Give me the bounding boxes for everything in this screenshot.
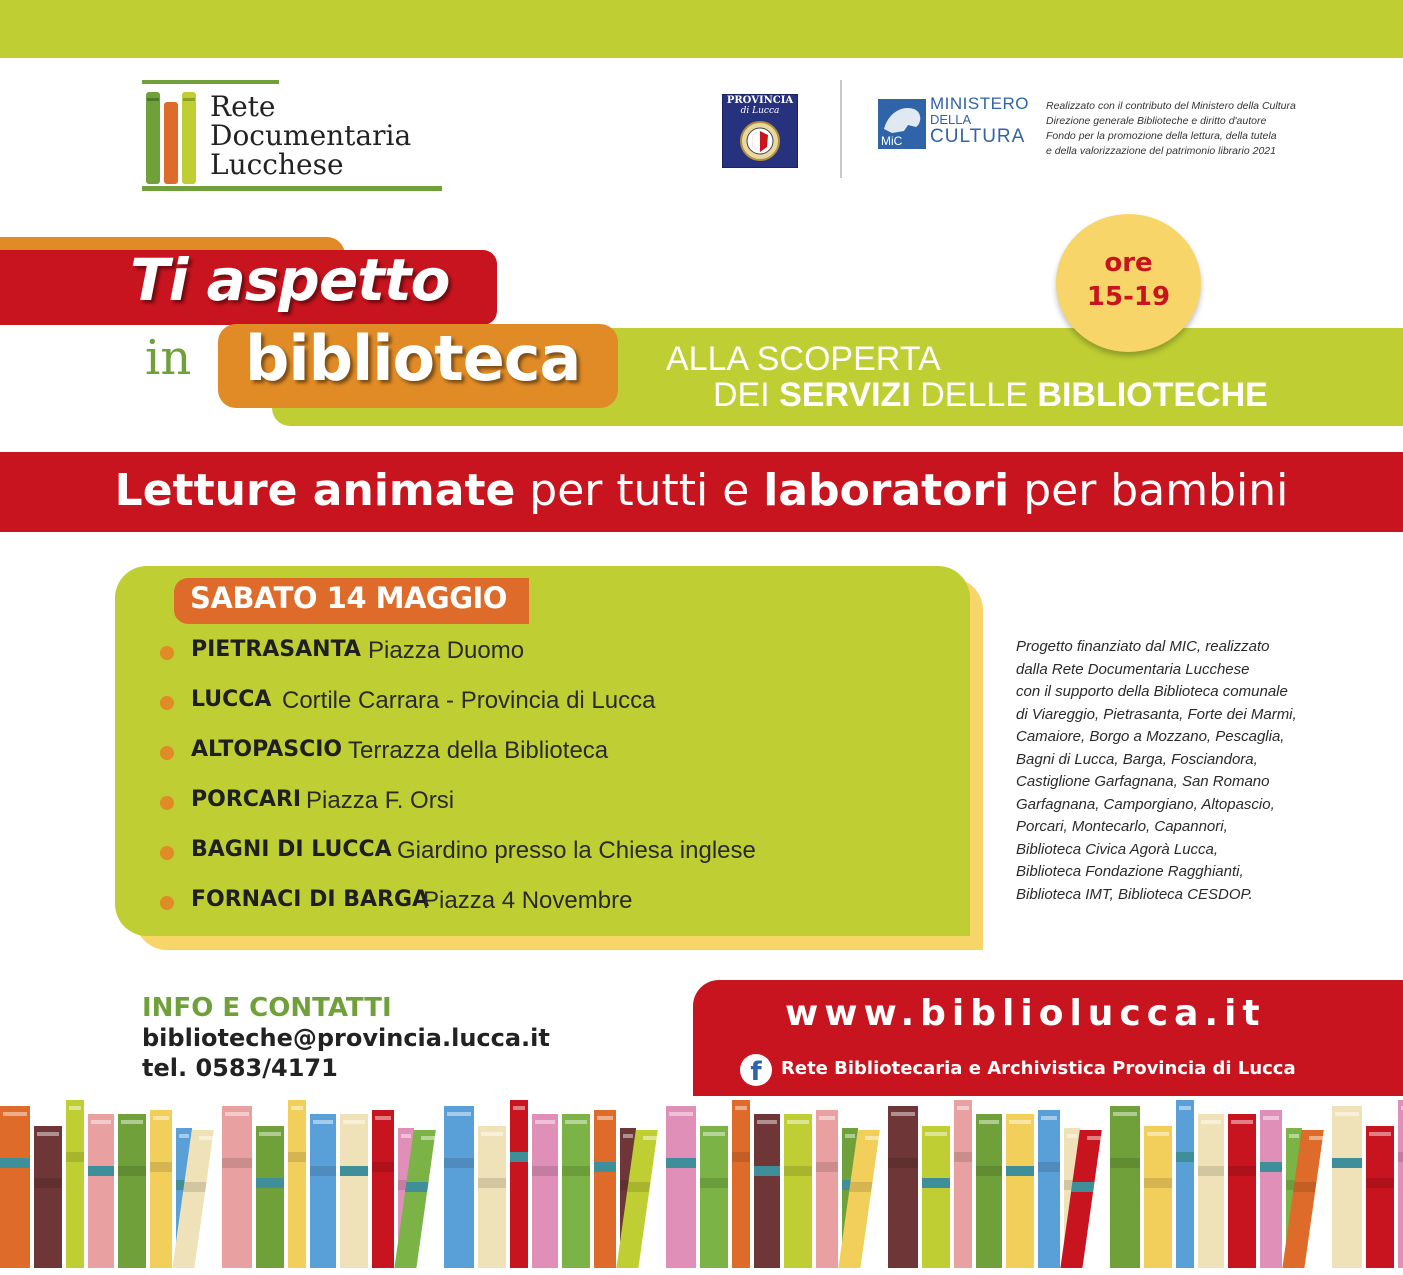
funding-note <box>1046 99 1346 159</box>
book-band <box>594 1162 616 1172</box>
book-band <box>1260 1162 1282 1172</box>
book-spine <box>1006 1114 1034 1275</box>
book-band <box>532 1166 558 1176</box>
location-city: PIETRASANTA <box>191 637 361 662</box>
book-cap <box>597 1116 613 1120</box>
book-band <box>510 1152 528 1162</box>
book-cap <box>1309 1136 1325 1140</box>
location-place: Piazza 4 Novembre <box>423 887 633 914</box>
funding-note-line: Realizzato con il contributo del Ministero della Cultura <box>1046 100 1296 112</box>
subtitle-part-bold: BIBLIOTECHE <box>1037 376 1268 414</box>
event-date: SABATO 14 MAGGIO <box>190 581 507 615</box>
book-band <box>310 1166 336 1176</box>
book-band <box>34 1178 62 1188</box>
logo-line: Lucchese <box>210 148 344 181</box>
book-spine <box>1144 1126 1172 1275</box>
location-place: Piazza Duomo <box>368 637 525 664</box>
book-cap <box>447 1112 471 1116</box>
hours-label: ore <box>1104 248 1153 278</box>
book-spine <box>256 1126 284 1275</box>
book-cap <box>259 1132 281 1136</box>
book-band <box>922 1178 950 1188</box>
project-note-line: Camaiore, Borgo a Mozzano, Pescaglia, <box>1016 728 1285 745</box>
bullet-icon <box>160 796 174 810</box>
book-spine <box>816 1110 838 1275</box>
book-band <box>816 1162 838 1172</box>
book-cap <box>845 1134 855 1138</box>
location-place: Cortile Carrara - Provincia di Lucca <box>282 687 656 714</box>
book-spine <box>288 1100 306 1275</box>
project-note-line: Biblioteca IMT, Biblioteca CESDOP. <box>1016 885 1253 903</box>
book-cap <box>1263 1116 1279 1120</box>
book-spine <box>478 1126 506 1275</box>
book-band <box>183 1182 206 1192</box>
book-spine <box>1228 1114 1256 1275</box>
book-spine <box>954 1100 972 1275</box>
facebook-icon[interactable]: f <box>740 1054 772 1086</box>
book-spine <box>754 1114 780 1275</box>
provincia-title: PROVINCIA <box>726 95 794 106</box>
logo-line: Rete <box>210 90 276 123</box>
book-cap <box>643 1136 659 1140</box>
book-band <box>1038 1162 1060 1172</box>
book-band <box>700 1178 728 1188</box>
book-band <box>444 1158 474 1168</box>
logo-line: Documentaria <box>210 119 412 152</box>
book-band <box>849 1182 872 1192</box>
bullet-icon <box>160 696 174 710</box>
book-spine <box>666 1106 696 1275</box>
book-band <box>562 1166 590 1176</box>
book-cap <box>401 1134 411 1138</box>
book-spine <box>562 1114 590 1275</box>
book-cap <box>1067 1134 1077 1138</box>
mic-logo-icon <box>878 99 926 149</box>
location-place: Giardino presso la Chiesa inglese <box>397 837 756 864</box>
location-place: Terrazza della Biblioteca <box>348 737 609 764</box>
book-cap <box>925 1132 947 1136</box>
book-band <box>256 1178 284 1188</box>
book-band <box>150 1162 172 1172</box>
book-band <box>784 1166 812 1176</box>
book-cap <box>891 1112 915 1116</box>
subtitle-line-2 <box>713 376 1268 415</box>
book-spine <box>1260 1110 1282 1275</box>
ministero-line: MINISTERO <box>930 94 1029 113</box>
activities-part: per tutti e <box>515 465 764 516</box>
book-cap <box>3 1112 27 1116</box>
book-cap <box>957 1106 969 1110</box>
shelf-base <box>0 1268 1403 1275</box>
book-band <box>1144 1178 1172 1188</box>
project-note <box>1016 636 1336 906</box>
book-band <box>405 1182 428 1192</box>
book-spine <box>34 1126 62 1275</box>
subtitle-part: DELLE <box>910 376 1038 414</box>
hours-value: 15-19 <box>1086 282 1171 312</box>
book-band <box>88 1166 114 1176</box>
project-note-line: con il supporto della Biblioteca comunale <box>1016 683 1288 700</box>
book-cap <box>513 1106 525 1110</box>
subtitle-part-bold: SERVIZI <box>779 376 911 414</box>
book-cap <box>787 1120 809 1124</box>
book-spine <box>444 1106 474 1275</box>
book-spine <box>784 1114 812 1275</box>
book-band <box>1198 1166 1224 1176</box>
book-cap <box>1147 1132 1169 1136</box>
book-band <box>0 1158 30 1168</box>
book-band <box>1293 1182 1316 1192</box>
book-cap <box>1201 1120 1221 1124</box>
location-city: BAGNI DI LUCCA <box>191 837 392 862</box>
book-band <box>288 1152 306 1162</box>
book-band <box>888 1158 918 1168</box>
book-band <box>340 1166 368 1176</box>
book-cap <box>481 1132 503 1136</box>
logo-divider <box>840 80 842 178</box>
book-spine <box>532 1114 558 1275</box>
book-spine <box>976 1114 1002 1275</box>
book-cap <box>735 1106 747 1110</box>
title-in: in <box>145 330 192 386</box>
bullet-icon <box>160 896 174 910</box>
network-logo-text <box>210 92 411 179</box>
book-cap <box>819 1116 835 1120</box>
subtitle-part: DEI <box>713 376 780 414</box>
book-spine <box>888 1106 918 1275</box>
project-note-line: Progetto finanziato dal MIC, realizzato <box>1016 638 1270 655</box>
book-band <box>976 1166 1002 1176</box>
facebook-page-link[interactable]: Rete Bibliotecaria e Archivistica Provincia di Lucca <box>781 1058 1296 1079</box>
location-city: FORNACI DI BARGA <box>191 887 430 912</box>
crest-icon <box>740 119 780 163</box>
top-bar <box>0 0 1403 58</box>
book-cap <box>421 1136 437 1140</box>
project-note-line: Biblioteca Civica Agorà Lucca, <box>1016 840 1219 858</box>
book-spine <box>222 1106 252 1275</box>
book-spine <box>150 1110 172 1275</box>
contact-phone[interactable]: tel. 0583/4171 <box>142 1054 338 1082</box>
book-cap <box>757 1120 777 1124</box>
title-line-1: Ti aspetto <box>130 246 450 314</box>
location-city: PORCARI <box>191 787 302 812</box>
book-band <box>118 1166 146 1176</box>
book-band <box>754 1166 780 1176</box>
project-note-line: Castiglione Garfagnana, San Romano <box>1016 773 1270 790</box>
book-cap <box>865 1136 881 1140</box>
activities-part-bold: Letture animate <box>114 465 516 516</box>
activities-part-bold: laboratori <box>763 465 1010 516</box>
book-spine <box>1398 1100 1403 1275</box>
book-spine <box>118 1114 146 1275</box>
bullet-icon <box>160 846 174 860</box>
book-cap <box>1179 1106 1191 1110</box>
ministero-text <box>930 96 1029 145</box>
book-band <box>1071 1182 1094 1192</box>
project-note-line: Porcari, Montecarlo, Capannori, <box>1016 818 1228 835</box>
location-city: LUCCA <box>191 687 272 712</box>
book-spine <box>732 1100 750 1275</box>
location-city: ALTOPASCIO <box>191 737 343 762</box>
book-band <box>478 1178 506 1188</box>
book-spine <box>1176 1100 1194 1275</box>
book-cap <box>199 1136 215 1140</box>
book-spine <box>372 1110 394 1275</box>
book-cap <box>375 1116 391 1120</box>
book-cap <box>979 1120 999 1124</box>
book-spine <box>510 1100 528 1275</box>
book-cap <box>69 1106 81 1110</box>
project-note-line: dalla Rete Documentaria Lucchese <box>1016 660 1250 678</box>
book-spine <box>0 1106 30 1275</box>
project-note-line: Bagni di Lucca, Barga, Fosciandora, <box>1016 750 1258 768</box>
book-cap <box>291 1106 303 1110</box>
book-spine <box>700 1126 728 1275</box>
book-cap <box>1009 1120 1031 1124</box>
book-spine <box>1332 1106 1362 1275</box>
book-band <box>66 1152 84 1162</box>
book-band <box>1366 1178 1394 1188</box>
ministero-line: CULTURA <box>930 126 1026 147</box>
book-spine <box>66 1100 84 1275</box>
book-band <box>372 1162 394 1172</box>
book-spine <box>88 1114 114 1275</box>
bullet-icon <box>160 746 174 760</box>
book-cap <box>535 1120 555 1124</box>
book-spine <box>1366 1126 1394 1275</box>
book-band <box>1398 1152 1403 1162</box>
book-band <box>1110 1158 1140 1168</box>
book-band <box>666 1158 696 1168</box>
book-spine <box>922 1126 950 1275</box>
book-cap <box>37 1132 59 1136</box>
hours-badge <box>1056 214 1201 352</box>
ministero-line: DELLA <box>930 112 972 127</box>
book-cap <box>623 1134 633 1138</box>
book-spine <box>340 1114 368 1275</box>
book-cap <box>703 1132 725 1136</box>
book-cap <box>121 1120 143 1124</box>
book-band <box>1228 1166 1256 1176</box>
books-row-illustration <box>0 1100 1403 1275</box>
book-band <box>1176 1152 1194 1162</box>
book-band <box>1006 1166 1034 1176</box>
project-note-line: Garfagnana, Camporgiano, Altopascio, <box>1016 795 1275 813</box>
book-cap <box>179 1134 189 1138</box>
book-spine <box>1038 1110 1060 1275</box>
subtitle-line-1: ALLA SCOPERTA <box>666 340 941 378</box>
book-band <box>732 1152 750 1162</box>
book-cap <box>669 1112 693 1116</box>
funding-note-line: Direzione generale Biblioteche e diritto d'autore <box>1046 115 1267 127</box>
book-band <box>627 1182 650 1192</box>
funding-note-line: e della valorizzazione del patrimonio librario 2021 <box>1046 145 1276 157</box>
book-cap <box>313 1120 333 1124</box>
book-band <box>954 1152 972 1162</box>
book-cap <box>1231 1120 1253 1124</box>
book-cap <box>225 1112 249 1116</box>
provincia-subtitle: di Lucca <box>740 106 780 116</box>
book-spine <box>594 1110 616 1275</box>
book-cap <box>1289 1134 1299 1138</box>
book-cap <box>1087 1136 1103 1140</box>
book-band <box>1332 1158 1362 1168</box>
bullet-icon <box>160 646 174 660</box>
location-place: Piazza F. Orsi <box>306 787 455 814</box>
book-cap <box>1369 1132 1391 1136</box>
book-cap <box>565 1120 587 1124</box>
mic-badge: MiC <box>881 134 903 148</box>
funding-note-line: Fondo per la promozione della lettura, della tutela <box>1046 130 1277 142</box>
book-cap <box>1113 1112 1137 1116</box>
book-spine <box>310 1114 336 1275</box>
activities-part: per bambini <box>1009 465 1289 516</box>
contact-email[interactable]: biblioteche@provincia.lucca.it <box>142 1024 550 1052</box>
title-line-2: biblioteca <box>245 322 581 395</box>
book-band <box>222 1158 252 1168</box>
book-cap <box>1335 1112 1359 1116</box>
contacts-title: INFO E CONTATTI <box>142 993 392 1023</box>
project-note-line: Biblioteca Fondazione Ragghianti, <box>1016 863 1244 880</box>
book-spine <box>1110 1106 1140 1275</box>
website-link[interactable]: www.bibliolucca.it <box>785 993 1266 1034</box>
book-cap <box>91 1120 111 1124</box>
book-cap <box>343 1120 365 1124</box>
book-cap <box>153 1116 169 1120</box>
book-spine <box>1198 1114 1224 1275</box>
activities-heading <box>0 465 1403 516</box>
provincia-logo <box>722 94 798 168</box>
book-cap <box>1041 1116 1057 1120</box>
project-note-line: di Viareggio, Pietrasanta, Forte dei Marmi, <box>1016 705 1297 723</box>
